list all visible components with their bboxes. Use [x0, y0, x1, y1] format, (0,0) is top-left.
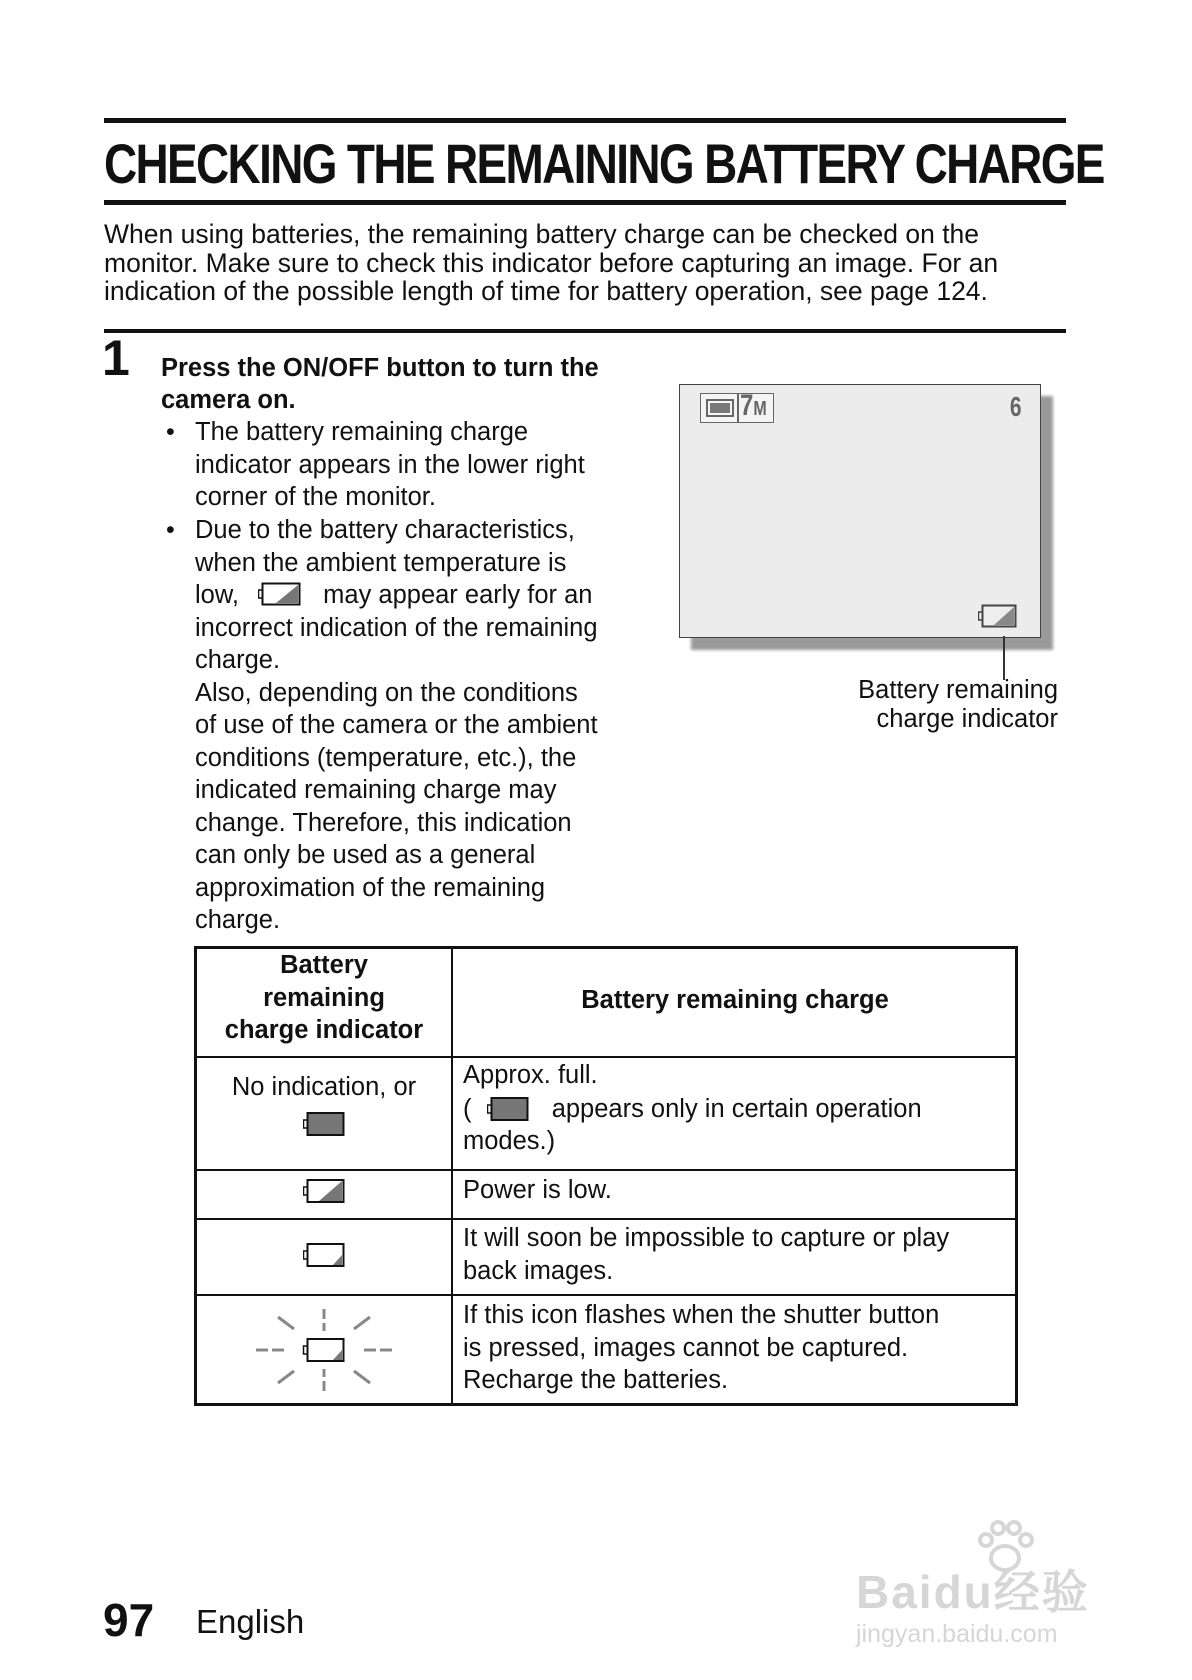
- row-1-indicator-text: No indication, or: [231, 1073, 417, 1101]
- battery-full-icon: [303, 1110, 345, 1138]
- row-4-line: If this icon flashes when the shutter button: [463, 1301, 940, 1329]
- bullet-line: The battery remaining charge: [195, 418, 529, 446]
- table-row-3-indicator: [197, 1241, 451, 1274]
- shots-remaining: 6: [1010, 391, 1022, 422]
- table-row-divider: [197, 1169, 1015, 1171]
- table-row-2-indicator: [197, 1177, 451, 1210]
- table-row-divider: [197, 1294, 1015, 1296]
- page-title: CHECKING THE REMAINING BATTERY CHARGE: [104, 132, 1104, 195]
- bullet-line: indicator appears in the lower right: [195, 450, 585, 479]
- bullet-line: conditions (temperature, etc.), the: [195, 743, 577, 772]
- table-header-charge: Battery remaining charge: [581, 986, 889, 1014]
- resolution-suffix: M: [753, 398, 767, 420]
- watermark-url: jingyan.baidu.com: [856, 1620, 1058, 1648]
- bullet-line: when the ambient temperature is: [195, 548, 567, 577]
- bullet-line: incorrect indication of the remaining: [195, 613, 598, 642]
- row-1-text: appears only in certain operation: [551, 1094, 922, 1123]
- intro-line: When using batteries, the remaining battery charge can be checked on the: [104, 219, 980, 249]
- bullet-line-part: may appear early for an: [323, 581, 593, 609]
- step-heading-line: camera on.: [161, 386, 296, 414]
- camera-monitor-illustration: [679, 384, 1041, 638]
- row-3-line: It will soon be impossible to capture or play: [463, 1224, 950, 1252]
- bullet-line-with-icon: [195, 579, 598, 612]
- table-row-2-charge: Power is low.: [463, 1176, 612, 1204]
- table-row-4-indicator: [197, 1307, 451, 1398]
- callout-line-text: charge indicator: [876, 705, 1058, 733]
- bullet-line-part: low,: [195, 581, 239, 609]
- bullet-line: charge.: [195, 906, 281, 934]
- table-row-1-charge: [463, 1059, 1013, 1158]
- baidu-watermark: [856, 1536, 1156, 1656]
- row-1-line-with-icon: [463, 1093, 1013, 1126]
- bullet-line: Also, depending on the conditions: [195, 678, 578, 707]
- bullet-line: of use of the camera or the ambient: [195, 711, 598, 739]
- header-line: remaining: [263, 983, 385, 1012]
- callout-label: [800, 676, 1058, 734]
- title-bottom-rule: [104, 200, 1066, 205]
- table-row-divider: [197, 1218, 1015, 1220]
- table-row-1-indicator: [197, 1071, 451, 1146]
- intro-line: monitor. Make sure to check this indicator before capturing an image. For an: [104, 247, 999, 278]
- battery-flashing-icon: [254, 1307, 394, 1393]
- still-camera-icon: [703, 394, 737, 422]
- resolution-number: 7: [740, 389, 754, 422]
- resolution-indicator: [740, 390, 767, 425]
- title-top-rule: [104, 118, 1066, 123]
- battery-very-low-icon: [303, 1241, 345, 1269]
- bullet-line: indicated remaining charge may: [195, 776, 557, 804]
- row-1-paren: (: [463, 1094, 472, 1123]
- battery-low-icon: [258, 581, 302, 607]
- row-3-line: back images.: [463, 1256, 614, 1285]
- page-number: 97: [103, 1594, 155, 1646]
- row-4-line: Recharge the batteries.: [463, 1366, 729, 1394]
- page-language: English: [196, 1603, 305, 1640]
- header-line: Battery: [280, 951, 368, 979]
- bullet-line: charge.: [195, 646, 281, 674]
- section-rule: [104, 329, 1066, 333]
- bullet-line: Due to the battery characteristics,: [195, 516, 575, 544]
- battery-low-icon: [978, 603, 1018, 629]
- table-row-3-charge: [463, 1222, 1013, 1287]
- step-heading-line: Press the ON/OFF button to turn the: [161, 354, 599, 382]
- bullet-line: change. Therefore, this indication: [195, 808, 572, 837]
- table-header-indicator: [197, 949, 451, 1047]
- battery-charge-table: [194, 946, 1018, 1406]
- callout-line-text: Battery remaining: [858, 676, 1058, 704]
- battery-full-icon: [487, 1095, 529, 1123]
- bullet-1: [195, 416, 585, 514]
- bullet-line: can only be used as a general: [195, 841, 536, 869]
- step-number: 1: [102, 330, 130, 386]
- watermark-brand: Baidu经验: [856, 1566, 1090, 1618]
- row-4-line: is pressed, images cannot be captured.: [463, 1333, 909, 1362]
- table-row-4-charge: [463, 1299, 1013, 1397]
- bullet-line: corner of the monitor.: [195, 483, 436, 511]
- step-heading: [161, 352, 661, 416]
- row-1-line: modes.): [463, 1127, 556, 1155]
- row-1-line: Approx. full.: [463, 1061, 598, 1089]
- intro-line: indication of the possible length of time for battery operation, see page 124.: [104, 276, 988, 306]
- header-line: charge indicator: [224, 1016, 424, 1044]
- table-row-divider: [197, 1056, 1015, 1058]
- bullet-dot: •: [166, 516, 175, 544]
- battery-low-icon: [303, 1177, 345, 1205]
- bullet-2: [195, 514, 598, 937]
- bullet-line: approximation of the remaining: [195, 873, 546, 902]
- intro-paragraph: [104, 220, 1084, 306]
- table-column-divider: [451, 949, 453, 1403]
- bullet-dot: •: [166, 418, 175, 446]
- callout-line: [1003, 636, 1005, 680]
